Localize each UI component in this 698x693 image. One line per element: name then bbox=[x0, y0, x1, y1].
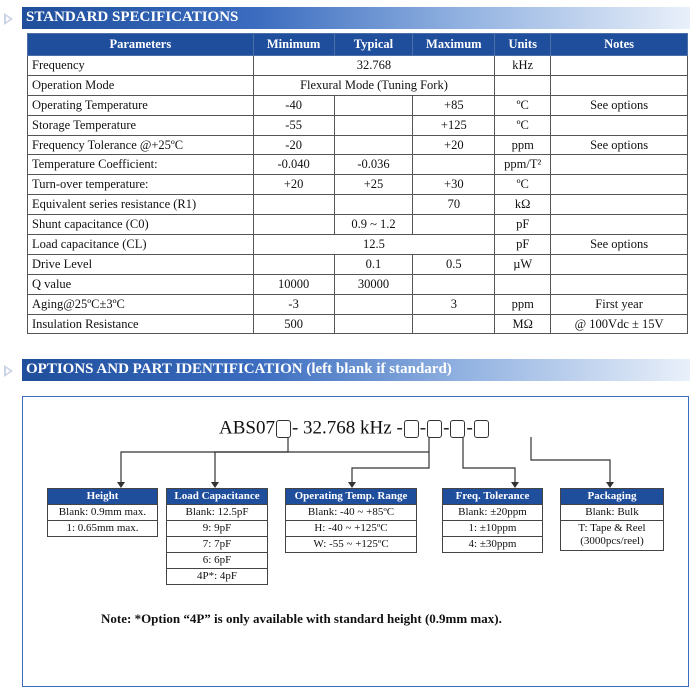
table-cell: Equivalent series resistance (R1) bbox=[28, 195, 254, 215]
table-cell: MΩ bbox=[495, 314, 551, 334]
option-title: Height bbox=[48, 489, 157, 504]
option-title: Packaging bbox=[561, 489, 663, 504]
option-item: Blank: ±20ppm bbox=[443, 504, 542, 520]
option-item: 4P*: 4pF bbox=[167, 568, 267, 584]
option-item: 6: 6pF bbox=[167, 552, 267, 568]
table-cell: -0.036 bbox=[334, 155, 413, 175]
option-item: 1: 0.65mm max. bbox=[48, 520, 157, 536]
option-box-height bbox=[47, 488, 158, 537]
table-cell: kΩ bbox=[495, 195, 551, 215]
table-cell: kHz bbox=[495, 56, 551, 76]
table-cell: -55 bbox=[253, 115, 334, 135]
table-cell: @ 100Vdc ± 15V bbox=[551, 314, 688, 334]
table-cell: 0.9 ~ 1.2 bbox=[334, 215, 413, 235]
part-prefix: ABS07 bbox=[219, 417, 275, 439]
table-cell: Drive Level bbox=[28, 254, 254, 274]
part-number: ABS07 - 32.768 kHz - - - - bbox=[219, 417, 490, 440]
table-cell: Q value bbox=[28, 274, 254, 294]
table-cell: +30 bbox=[413, 175, 495, 195]
option-box-operating-temp bbox=[285, 488, 417, 553]
table-cell: Flexural Mode (Tuning Fork) bbox=[253, 75, 495, 95]
table-cell: -40 bbox=[253, 95, 334, 115]
table-cell: 30000 bbox=[334, 274, 413, 294]
option-item: 7: 7pF bbox=[167, 536, 267, 552]
table-cell: 10000 bbox=[253, 274, 334, 294]
table-cell: 12.5 bbox=[253, 235, 495, 255]
footnote: Note: *Option “4P” is only available with standard height (0.9mm max). bbox=[101, 611, 502, 626]
table-cell: Insulation Resistance bbox=[28, 314, 254, 334]
column-header: Parameters bbox=[28, 34, 254, 56]
table-cell: -0.040 bbox=[253, 155, 334, 175]
table-cell: +20 bbox=[253, 175, 334, 195]
column-header: Units bbox=[495, 34, 551, 56]
table-cell: Load capacitance (CL) bbox=[28, 235, 254, 255]
option-slot-temp bbox=[427, 420, 442, 438]
table-cell: +25 bbox=[334, 175, 413, 195]
column-header: Minimum bbox=[253, 34, 334, 56]
table-cell: Frequency bbox=[28, 56, 254, 76]
option-item: W: -55 ~ +125ºC bbox=[286, 536, 416, 552]
table-cell: pF bbox=[495, 235, 551, 255]
table-cell: Operation Mode bbox=[28, 75, 254, 95]
table-cell: Operating Temperature bbox=[28, 95, 254, 115]
table-cell: ºC bbox=[495, 175, 551, 195]
table-cell: Temperature Coefficient: bbox=[28, 155, 254, 175]
option-item: T: Tape & Reel (3000pcs/reel) bbox=[561, 520, 663, 550]
table-cell: +85 bbox=[413, 95, 495, 115]
option-title: Load Capacitance bbox=[167, 489, 267, 504]
section-title: STANDARD SPECIFICATIONS bbox=[26, 9, 239, 25]
table-cell: +20 bbox=[413, 135, 495, 155]
table-cell: See options bbox=[551, 235, 688, 255]
option-slot-load bbox=[404, 420, 419, 438]
column-header: Maximum bbox=[413, 34, 495, 56]
part-frequency: - 32.768 kHz - bbox=[291, 417, 403, 439]
section-title: OPTIONS AND PART IDENTIFICATION (left blank if standard) bbox=[26, 361, 452, 377]
table-cell: pF bbox=[495, 215, 551, 235]
option-box-load-capacitance bbox=[166, 488, 268, 585]
table-cell: -3 bbox=[253, 294, 334, 314]
table-cell: 0.1 bbox=[334, 254, 413, 274]
table-cell: 70 bbox=[413, 195, 495, 215]
column-header: Typical bbox=[334, 34, 413, 56]
option-title: Freq. Tolerance bbox=[443, 489, 542, 504]
option-box-freq-tolerance bbox=[442, 488, 543, 553]
option-item: H: -40 ~ +125ºC bbox=[286, 520, 416, 536]
table-cell: µW bbox=[495, 254, 551, 274]
table-cell: ºC bbox=[495, 115, 551, 135]
option-slot-tolerance bbox=[450, 420, 465, 438]
table-cell: First year bbox=[551, 294, 688, 314]
table-cell: 3 bbox=[413, 294, 495, 314]
column-header: Notes bbox=[551, 34, 688, 56]
table-cell: 0.5 bbox=[413, 254, 495, 274]
option-item: Blank: 0.9mm max. bbox=[48, 504, 157, 520]
table-cell: 500 bbox=[253, 314, 334, 334]
option-title: Operating Temp. Range bbox=[286, 489, 416, 504]
table-cell: Frequency Tolerance @+25ºC bbox=[28, 135, 254, 155]
table-cell: Aging@25ºC±3ºC bbox=[28, 294, 254, 314]
option-slot-height bbox=[276, 420, 291, 438]
table-cell: Turn-over temperature: bbox=[28, 175, 254, 195]
table-cell: 32.768 bbox=[253, 56, 495, 76]
option-box-packaging bbox=[560, 488, 664, 551]
table-cell: ºC bbox=[495, 95, 551, 115]
table-cell: ppm bbox=[495, 294, 551, 314]
table-cell: Storage Temperature bbox=[28, 115, 254, 135]
option-slot-packaging bbox=[474, 420, 489, 438]
option-item: Blank: Bulk bbox=[561, 504, 663, 520]
table-cell: ppm bbox=[495, 135, 551, 155]
option-item: 1: ±10ppm bbox=[443, 520, 542, 536]
table-cell: +125 bbox=[413, 115, 495, 135]
table-cell: ppm/T² bbox=[495, 155, 551, 175]
table-cell: Shunt capacitance (C0) bbox=[28, 215, 254, 235]
option-item: Blank: 12.5pF bbox=[167, 504, 267, 520]
option-item: 9: 9pF bbox=[167, 520, 267, 536]
table-cell: See options bbox=[551, 135, 688, 155]
option-item: 4: ±30ppm bbox=[443, 536, 542, 552]
option-item: Blank: -40 ~ +85ºC bbox=[286, 504, 416, 520]
table-cell: -20 bbox=[253, 135, 334, 155]
table-cell: See options bbox=[551, 95, 688, 115]
